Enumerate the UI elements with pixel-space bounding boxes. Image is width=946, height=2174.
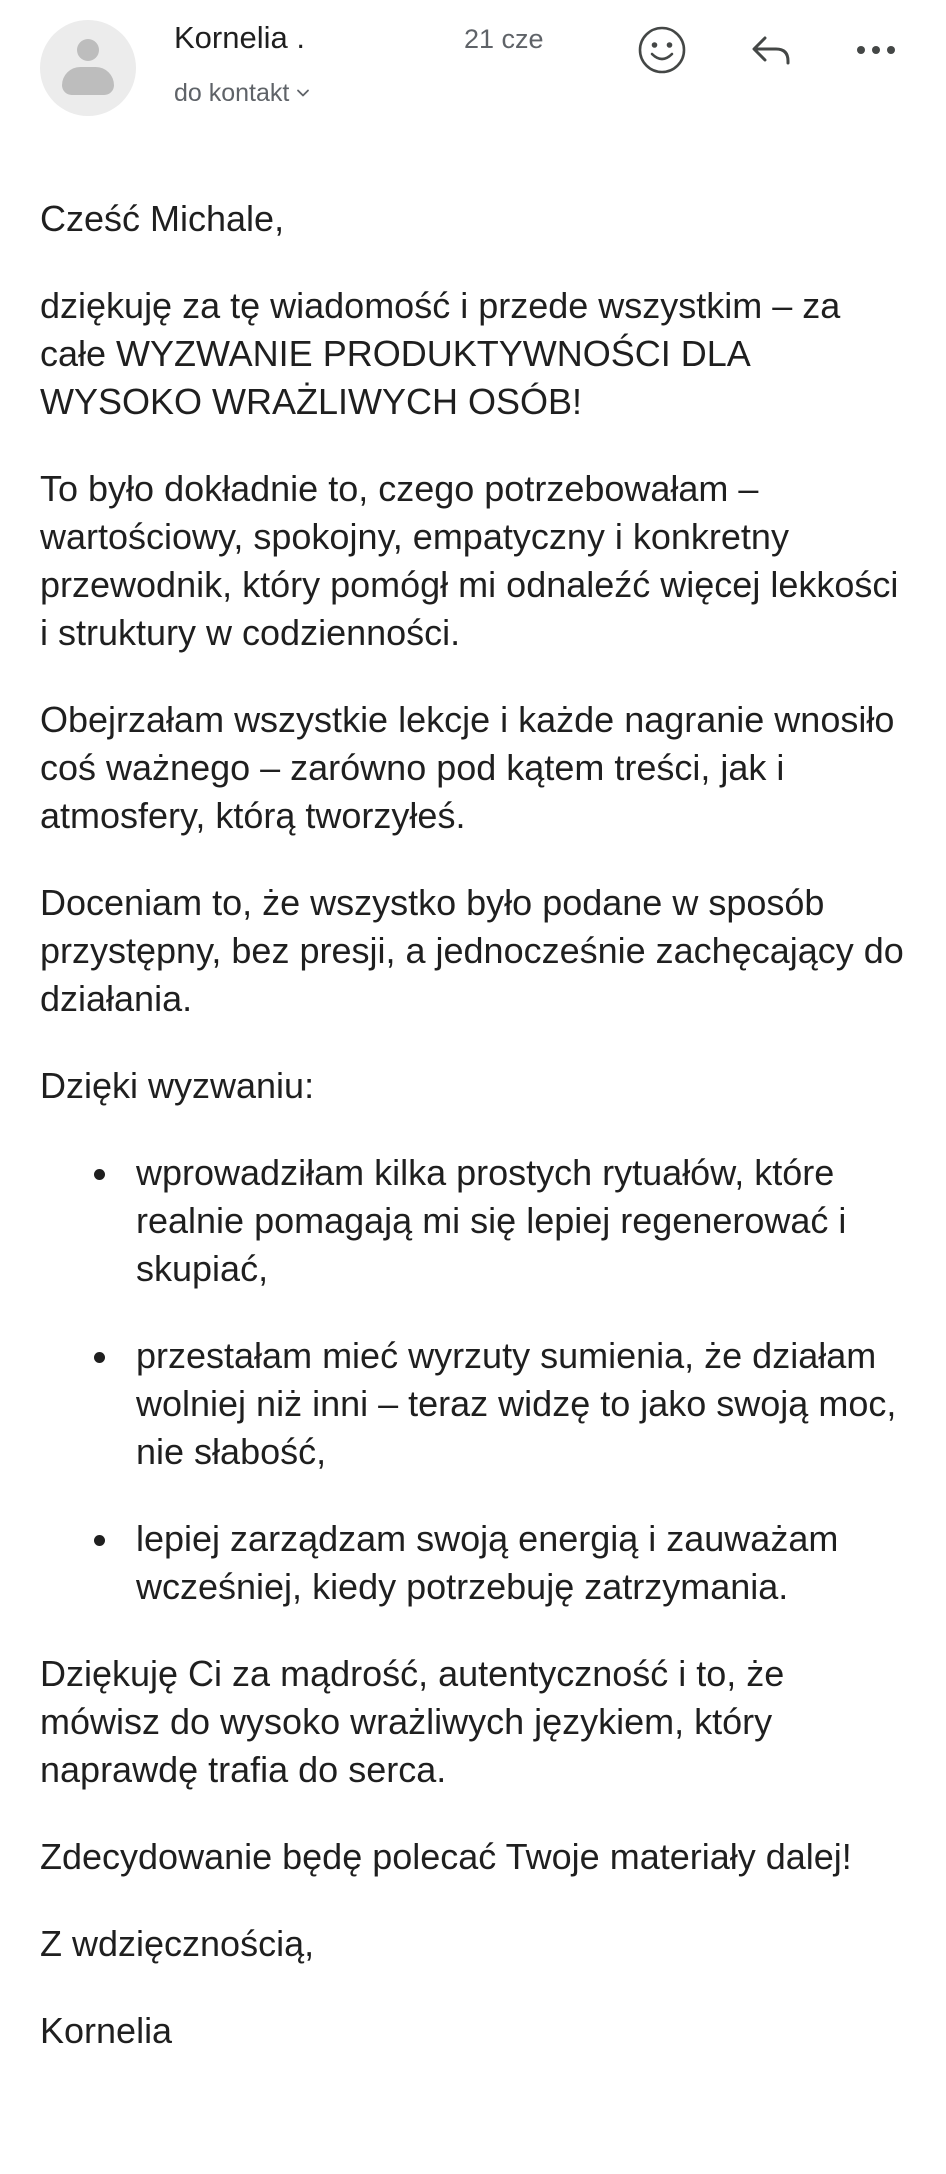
list-item: wprowadziłam kilka prostych rytuałów, które realnie pomagają mi się lepiej regenerować i skupiać, [136, 1149, 910, 1293]
recipient-details-toggle[interactable] [174, 79, 311, 108]
avatar-shoulders [62, 67, 114, 95]
recipient-label: do kontakt [174, 79, 290, 107]
list-intro: Dzięki wyzwaniu: [40, 1065, 315, 1106]
paragraph-thanks: dziękuję za tę wiadomość i przede wszystkim – za całe WYZWANIE PRODUKTYWNOŚCI DLA WYSOKO WRAŻLIWYCH OSÓB! [40, 285, 841, 422]
closing-line: Z wdzięcznością, [40, 1923, 315, 1964]
add-reaction-button[interactable] [634, 22, 690, 78]
paragraph-experience: To było dokładnie to, czego potrzebowałam – wartościowy, spokojny, empatyczny i konkretny przewodnik, który pomógł mi odnaleźć więcej lekkości i struktury w codzienności. [40, 468, 899, 653]
person-avatar-icon[interactable] [40, 20, 136, 116]
paragraph-gratitude: Dziękuję Ci za mądrość, autentyczność i to, że mówisz do wysoko wrażliwych językiem, który naprawdę trafia do serca. [40, 1653, 785, 1790]
chevron-down-icon [295, 85, 311, 101]
smiley-face-icon [637, 25, 687, 75]
message-date: 21 cze [464, 24, 544, 54]
more-options-button[interactable] [848, 22, 904, 78]
list-item: lepiej zarządzam swoją energią i zauważam wcześniej, kiedy potrzebuję zatrzymania. [136, 1515, 910, 1611]
avatar-head [77, 39, 99, 61]
paragraph-appreciation: Doceniam to, że wszystko było podane w sposób przystępny, bez presji, a jednocześnie zachęcający do działania. [40, 882, 904, 1019]
message-header [0, 0, 946, 150]
greeting: Cześć Michale, [40, 198, 285, 239]
reply-button[interactable] [744, 22, 800, 78]
paragraph-lessons: Obejrzałam wszystkie lekcje i każde nagranie wnosiło coś ważnego – zarówno pod kątem treści, jak i atmosfery, którą tworzyłeś. [40, 699, 895, 836]
more-horizontal-icon [854, 42, 898, 58]
paragraph-recommendation: Zdecydowanie będę polecać Twoje materiały dalej! [40, 1836, 852, 1877]
list-item: przestałam mieć wyrzuty sumienia, że działam wolniej niż inni – teraz widzę to jako swoją moc, nie słabość, [136, 1332, 910, 1476]
sender-name[interactable]: Kornelia . [174, 20, 305, 55]
benefits-list [40, 1149, 910, 1611]
signature: Kornelia [40, 2010, 173, 2051]
message-body [40, 195, 910, 2055]
reply-arrow-icon [748, 26, 796, 74]
